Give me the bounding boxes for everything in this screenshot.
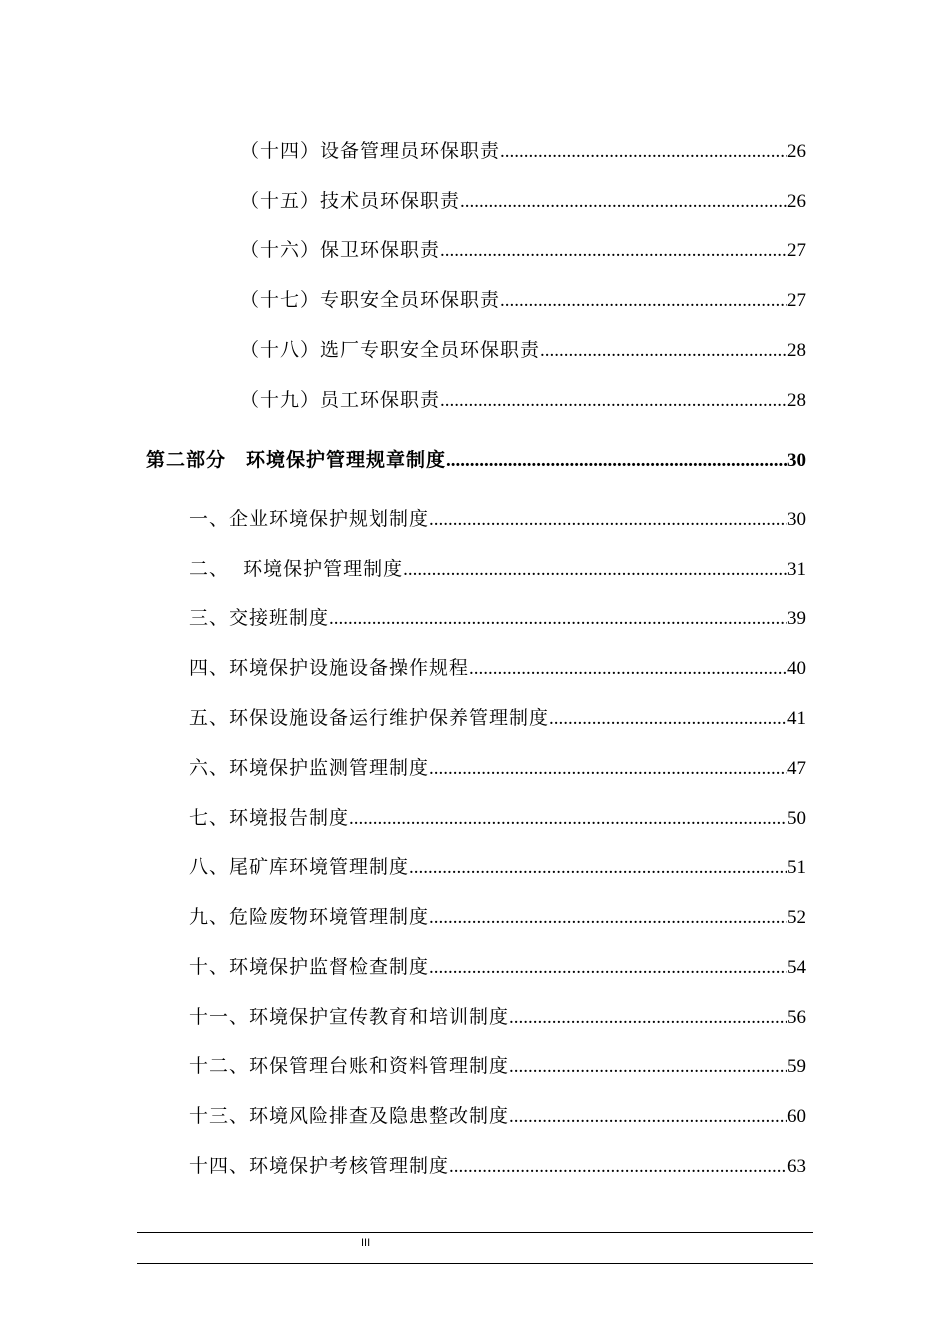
toc-item-6[interactable] <box>189 753 806 783</box>
toc-entry-page: 54 <box>787 957 806 978</box>
dot-leader <box>440 386 787 416</box>
dot-leader <box>429 903 787 933</box>
dot-leader <box>500 286 787 316</box>
toc-entry-page: 63 <box>787 1156 806 1177</box>
toc-entry-title: （十九）员工环保职责 <box>240 389 441 411</box>
toc-entry-page: 60 <box>787 1106 806 1127</box>
toc-entry-title: （十四）设备管理员环保职责 <box>240 140 501 162</box>
toc-entry-page: 51 <box>787 857 806 878</box>
dot-leader <box>446 446 787 476</box>
toc-item-11[interactable] <box>189 1002 806 1032</box>
toc-item-4[interactable] <box>189 653 806 683</box>
toc-entry-page: 59 <box>787 1056 806 1077</box>
toc-entry-page: 41 <box>787 708 806 729</box>
toc-entry-19[interactable] <box>240 385 806 415</box>
toc-entry-title: 十二、环保管理台账和资料管理制度 <box>189 1055 510 1077</box>
toc-entry-page: 28 <box>787 340 806 361</box>
toc-entry-16[interactable] <box>240 235 806 265</box>
toc-item-7[interactable] <box>189 803 806 833</box>
toc-entry-title: 五、环保设施设备运行维护保养管理制度 <box>189 707 550 729</box>
toc-item-12[interactable] <box>189 1051 806 1081</box>
toc-entry-title: （十五）技术员环保职责 <box>240 190 461 212</box>
toc-entry-title: 八、尾矿库环境管理制度 <box>189 856 410 878</box>
toc-entry-15[interactable] <box>240 186 806 216</box>
dot-leader <box>429 505 787 535</box>
toc-item-1[interactable] <box>189 504 806 534</box>
dot-leader <box>449 1152 787 1182</box>
dot-leader <box>409 853 787 883</box>
toc-entry-page: 30 <box>787 509 806 530</box>
toc-entry-page: 26 <box>787 141 806 162</box>
toc-item-2[interactable] <box>189 554 806 584</box>
toc-entry-14[interactable] <box>240 136 806 166</box>
dot-leader <box>549 704 787 734</box>
toc-entry-page: 27 <box>787 290 806 311</box>
toc-entry-page: 52 <box>787 907 806 928</box>
toc-entry-page: 40 <box>787 658 806 679</box>
dot-leader <box>500 137 787 167</box>
toc-entry-title: 十三、环境风险排查及隐患整改制度 <box>189 1105 510 1127</box>
toc-entry-title: 三、交接班制度 <box>189 607 330 629</box>
toc-entry-page: 50 <box>787 808 806 829</box>
toc-entry-page: 26 <box>787 191 806 212</box>
dot-leader <box>509 1052 787 1082</box>
toc-item-8[interactable] <box>189 852 806 882</box>
toc-item-13[interactable] <box>189 1101 806 1131</box>
footer-bottom-rule <box>137 1263 813 1264</box>
toc-part-title: 第二部分 环境保护管理规章制度 <box>146 449 447 471</box>
toc-entry-page: 56 <box>787 1007 806 1028</box>
toc-entry-page: 28 <box>787 390 806 411</box>
toc-item-14[interactable] <box>189 1151 806 1181</box>
toc-entry-title: （十六）保卫环保职责 <box>240 239 441 261</box>
footer-top-rule <box>137 1232 813 1233</box>
toc-entry-page: 39 <box>787 608 806 629</box>
toc-item-3[interactable] <box>189 603 806 633</box>
dot-leader <box>429 953 787 983</box>
toc-item-5[interactable] <box>189 703 806 733</box>
toc-entry-title: 二、 环境保护管理制度 <box>189 558 404 580</box>
toc-entry-17[interactable] <box>240 285 806 315</box>
toc-entry-title: （十八）选厂专职安全员环保职责 <box>240 339 541 361</box>
dot-leader <box>429 754 787 784</box>
toc-entry-title: 十一、环境保护宣传教育和培训制度 <box>189 1006 510 1028</box>
toc-item-10[interactable] <box>189 952 806 982</box>
toc-entry-title: 六、环境保护监测管理制度 <box>189 757 430 779</box>
toc-entry-title: 一、企业环境保护规划制度 <box>189 508 430 530</box>
toc-entry-title: 七、环境报告制度 <box>189 807 350 829</box>
toc-entry-18[interactable] <box>240 335 806 365</box>
dot-leader <box>440 236 787 266</box>
toc-part-page: 30 <box>787 450 806 471</box>
dot-leader <box>460 187 787 217</box>
toc-entry-title: （十七）专职安全员环保职责 <box>240 289 501 311</box>
dot-leader <box>349 804 787 834</box>
dot-leader <box>469 654 787 684</box>
toc-item-9[interactable] <box>189 902 806 932</box>
toc-entry-title: 九、危险废物环境管理制度 <box>189 906 430 928</box>
dot-leader <box>509 1102 787 1132</box>
dot-leader <box>540 336 787 366</box>
toc-part-heading[interactable] <box>146 445 806 475</box>
dot-leader <box>329 604 787 634</box>
toc-entry-title: 十、环境保护监督检查制度 <box>189 956 430 978</box>
toc-entry-page: 31 <box>787 559 806 580</box>
toc-entry-title: 十四、环境保护考核管理制度 <box>189 1155 450 1177</box>
page-number: III <box>361 1237 371 1249</box>
toc-entry-page: 47 <box>787 758 806 779</box>
toc-entry-title: 四、环境保护设施设备操作规程 <box>189 657 470 679</box>
dot-leader <box>509 1003 787 1033</box>
dot-leader <box>403 555 787 585</box>
toc-entry-page: 27 <box>787 240 806 261</box>
